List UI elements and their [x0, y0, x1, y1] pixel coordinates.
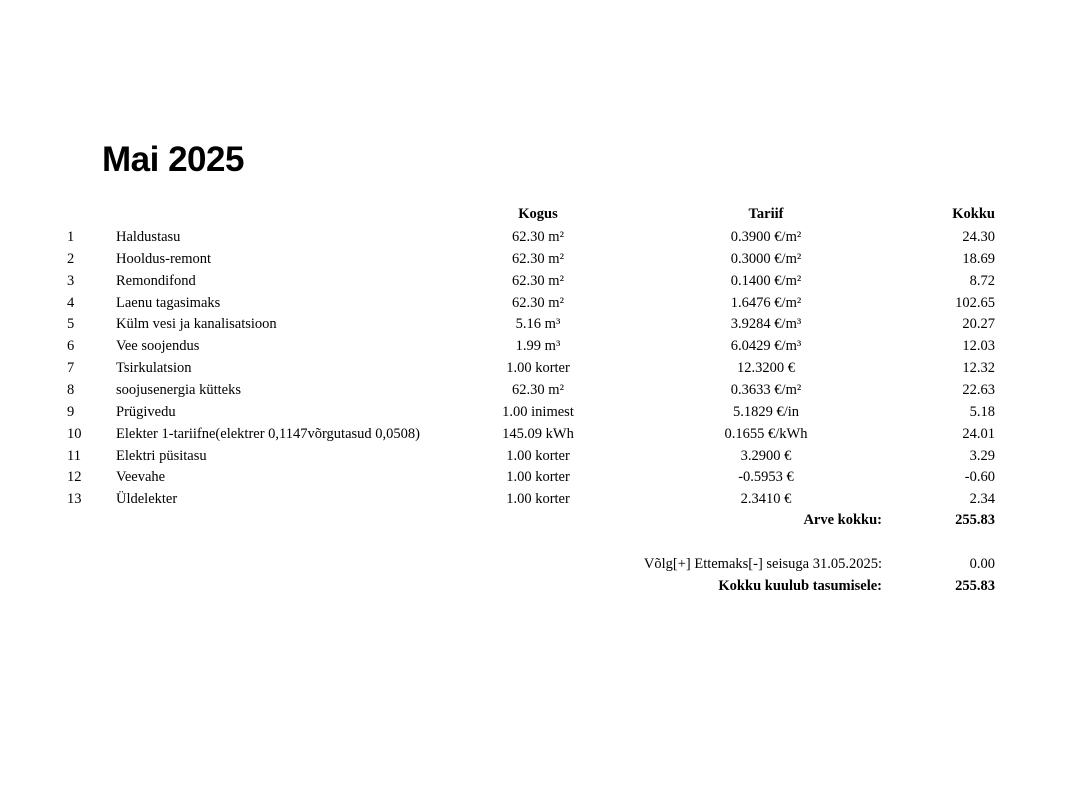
row-tariff: 3.2900 € — [740, 447, 792, 464]
table-row — [0, 488, 1066, 510]
row-total: 5.18 — [969, 403, 995, 420]
payable-row — [0, 575, 1066, 597]
row-number: 6 — [67, 338, 75, 355]
row-tariff: 0.3000 €/m² — [730, 250, 802, 267]
row-name: Elektri püsitasu — [116, 447, 207, 464]
row-tariff: 6.0429 €/m³ — [730, 338, 802, 355]
row-number: 11 — [67, 447, 81, 464]
row-name: Remondifond — [116, 272, 196, 289]
row-total: 22.63 — [962, 381, 995, 398]
page-title: Mai 2025 — [102, 140, 244, 179]
row-name: Vee soojendus — [116, 338, 200, 355]
row-number: 4 — [67, 294, 75, 311]
row-quantity: 62.30 m² — [512, 381, 564, 398]
row-number: 7 — [67, 360, 75, 377]
invoice-total-label: Arve kokku: — [803, 512, 882, 528]
row-quantity: 1.00 korter — [506, 360, 570, 377]
row-name: Külm vesi ja kanalisatsioon — [116, 316, 277, 333]
row-name: Hooldus-remont — [116, 250, 212, 267]
table-header — [0, 203, 1066, 225]
row-total: 102.65 — [955, 294, 995, 311]
row-quantity: 62.30 m² — [512, 250, 564, 267]
table-row — [0, 357, 1066, 379]
row-tariff: 0.3633 €/m² — [730, 381, 802, 398]
invoice-total-value: 255.83 — [955, 512, 995, 528]
row-name: Veevahe — [116, 469, 166, 486]
row-number: 3 — [67, 272, 75, 289]
row-quantity: 1.00 korter — [506, 491, 570, 508]
row-total: 3.29 — [969, 447, 995, 464]
row-name: soojusenergia kütteks — [116, 381, 241, 398]
table-row — [0, 466, 1066, 488]
row-total: 24.30 — [962, 229, 995, 245]
row-tariff: 0.1655 €/kWh — [724, 425, 808, 442]
table-row — [0, 226, 1066, 248]
table-row — [0, 401, 1066, 423]
row-number: 10 — [67, 425, 82, 442]
row-name: Üldelekter — [116, 491, 178, 508]
table-row — [0, 270, 1066, 292]
table-row — [0, 248, 1066, 270]
row-quantity: 1.00 korter — [506, 447, 570, 464]
row-quantity: 62.30 m² — [512, 294, 564, 311]
row-number: 5 — [67, 316, 75, 333]
row-tariff: 1.6476 €/m² — [730, 294, 802, 311]
row-tariff: 0.3900 €/m² — [730, 229, 802, 245]
table-row — [0, 335, 1066, 357]
row-total: 18.69 — [962, 250, 995, 267]
row-name: Haldustasu — [116, 229, 181, 245]
row-name: Laenu tagasimaks — [116, 294, 221, 311]
row-quantity: 1.00 inimest — [502, 403, 574, 420]
invoice-total-row — [0, 509, 1066, 531]
row-number: 8 — [67, 381, 75, 398]
row-quantity: 5.16 m³ — [515, 316, 561, 333]
table-row — [0, 292, 1066, 314]
row-number: 1 — [67, 229, 75, 245]
table-row — [0, 379, 1066, 401]
row-tariff: 3.9284 €/m³ — [730, 316, 802, 333]
row-quantity: 145.09 kWh — [502, 425, 574, 442]
column-header-total: Kokku — [952, 206, 995, 222]
column-header-tariff: Tariif — [748, 206, 784, 222]
row-total: 8.72 — [969, 272, 995, 289]
row-name: Tsirkulatsion — [116, 360, 192, 377]
debt-value: 0.00 — [969, 556, 995, 572]
row-number: 12 — [67, 469, 82, 486]
column-header-quantity: Kogus — [518, 206, 558, 222]
row-total: 12.03 — [962, 338, 995, 355]
row-name: Elekter 1-tariifne(elektrer 0,1147võrgutasud 0,0508) — [116, 425, 420, 442]
row-total: 20.27 — [962, 316, 995, 333]
payable-label: Kokku kuulub tasumisele: — [718, 578, 882, 594]
row-quantity: 62.30 m² — [512, 272, 564, 289]
table-row — [0, 445, 1066, 467]
debt-row — [0, 553, 1066, 575]
row-total: 2.34 — [969, 491, 995, 508]
row-number: 13 — [67, 491, 82, 508]
row-quantity: 1.99 m³ — [515, 338, 561, 355]
row-number: 2 — [67, 250, 75, 267]
debt-label: Võlg[+] Ettemaks[-] seisuga 31.05.2025: — [643, 556, 882, 572]
row-total: 12.32 — [962, 360, 995, 377]
row-tariff: 12.3200 € — [737, 360, 795, 377]
row-total: -0.60 — [964, 469, 995, 486]
row-quantity: 62.30 m² — [512, 229, 564, 245]
row-tariff: 5.1829 €/in — [732, 403, 800, 420]
table-row — [0, 313, 1066, 335]
row-tariff: 0.1400 €/m² — [730, 272, 802, 289]
row-total: 24.01 — [962, 425, 995, 442]
row-tariff: 2.3410 € — [740, 491, 792, 508]
table-row — [0, 423, 1066, 445]
row-tariff: -0.5953 € — [738, 469, 794, 486]
row-number: 9 — [67, 403, 75, 420]
payable-value: 255.83 — [955, 578, 995, 594]
row-quantity: 1.00 korter — [506, 469, 570, 486]
row-name: Prügivedu — [116, 403, 176, 420]
